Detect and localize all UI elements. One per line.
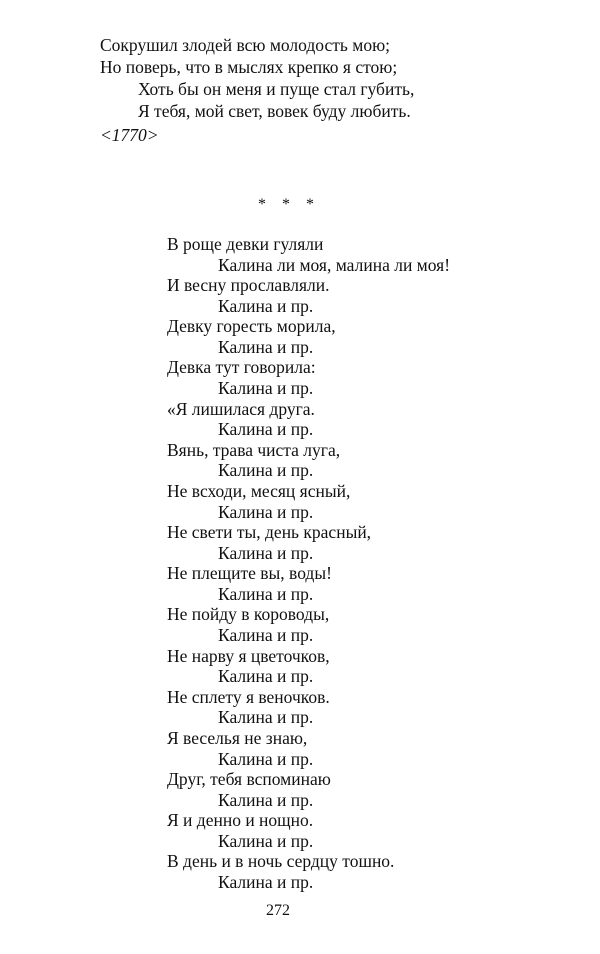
- verse-line: Я и денно и нощно.: [167, 810, 314, 831]
- verse-line: Я веселья не знаю,: [167, 727, 308, 748]
- verse-line: Не сплету я веночков.: [167, 686, 330, 707]
- verse-line-indented: Калина и пр.: [218, 378, 314, 399]
- verse-line: Девка тут говорила:: [167, 357, 316, 378]
- verse-line-indented: Калина и пр.: [218, 625, 314, 646]
- verse-line-indented: Калина ли моя, малина ли моя!: [218, 254, 451, 275]
- verse-line-indented: Калина и пр.: [218, 871, 314, 892]
- verse-line: Друг, тебя вспоминаю: [167, 769, 331, 790]
- verse-line: Вянь, трава чиста луга,: [167, 439, 341, 460]
- section-separator: * * *: [258, 196, 320, 213]
- page-number: 272: [266, 902, 290, 919]
- verse-line-indented: Калина и пр.: [218, 707, 314, 728]
- verse-line-indented: Калина и пр.: [218, 501, 314, 522]
- verse-line: Сокрушил злодей всю молодость мою;: [100, 35, 391, 55]
- verse-line: Не свети ты, день красный,: [167, 522, 372, 543]
- verse-line: Девку горесть морила,: [167, 316, 336, 337]
- verse-line-indented: Калина и пр.: [218, 336, 314, 357]
- verse-line-indented: Я тебя, мой свет, вовек буду любить.: [138, 101, 411, 121]
- verse-line: Но поверь, что в мыслях крепко я стою;: [100, 57, 398, 77]
- verse-line: В день и в ночь сердцу тошно.: [167, 851, 395, 872]
- verse-line-indented: Калина и пр.: [218, 460, 314, 481]
- poem-date: <1770>: [100, 125, 159, 145]
- verse-line: Не плещите вы, воды!: [167, 563, 332, 584]
- verse-line-indented: Калина и пр.: [218, 295, 314, 316]
- verse-line: «Я лишилася друга.: [167, 398, 315, 419]
- verse-line-indented: Калина и пр.: [218, 748, 314, 769]
- verse-line-indented: Хоть бы он меня и пуще стал губить,: [138, 79, 415, 99]
- verse-line-indented: Калина и пр.: [218, 666, 314, 687]
- verse-line-indented: Калина и пр.: [218, 583, 314, 604]
- verse-line: В роще девки гуляли: [167, 234, 324, 254]
- verse-line: Не всходи, месяц ясный,: [167, 480, 351, 501]
- verse-line-indented: Калина и пр.: [218, 830, 314, 851]
- verse-line-indented: Калина и пр.: [218, 542, 314, 563]
- verse-line: Не нарву я цветочков,: [167, 645, 330, 666]
- verse-line: И весну прославляли.: [167, 275, 330, 296]
- verse-line: Не пойду в короводы,: [167, 604, 330, 625]
- verse-line-indented: Калина и пр.: [218, 789, 314, 810]
- verse-line-indented: Калина и пр.: [218, 419, 314, 440]
